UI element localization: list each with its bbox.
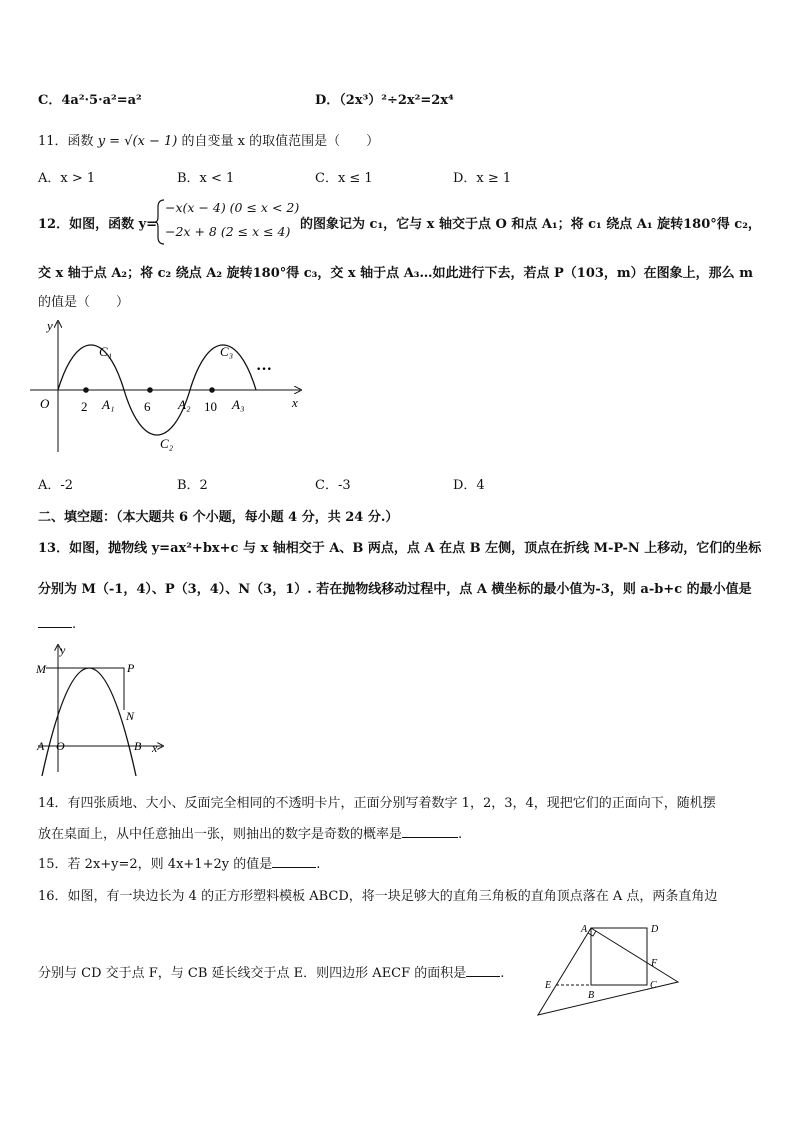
- q16-line1: 16．如图，有一块边长为 4 的正方形塑料模板 ABCD，将一块足够大的直角三角板的直角顶点落在 A 点，两条直角边: [38, 889, 718, 904]
- q13-label-p: P: [127, 661, 135, 675]
- q13-answer: [38, 615, 76, 632]
- q13-label-a: A: [37, 739, 45, 753]
- q13-label-o: O: [56, 739, 65, 753]
- q12-label-10: 10: [204, 399, 217, 414]
- q16-graph: [532, 920, 684, 1020]
- q11-option-b: B．x < 1: [177, 171, 235, 186]
- q11-option-d: D．x ≥ 1: [453, 171, 512, 186]
- q13-label-n: N: [126, 709, 135, 723]
- q13-label-x: x: [152, 741, 158, 755]
- q12-label-a2: A₂: [178, 397, 191, 412]
- q10-option-c: C．4a²·5·a²=a²: [38, 93, 142, 108]
- q14-answer-blank: [402, 825, 458, 838]
- q12-label-o: O: [40, 396, 50, 411]
- q13-label-m: M: [36, 662, 46, 676]
- q14-line1: 14．有四张质地、大小、反面完全相同的不透明卡片，正面分别写着数字 1，2，3，4，现把它们的正面向下，随机摆: [38, 796, 716, 811]
- q12-point-2: [83, 387, 89, 393]
- q12-graph: [30, 312, 315, 452]
- q10-option-d: D．（2x³）²÷2x²=2x⁴: [315, 93, 454, 108]
- q12-line2: 交 x 轴于点 A₂；将 c₂ 绕点 A₂ 旋转180°得 c₃，交 x 轴于点 A₃…如此进行下去，若点 P（103，m）在图象上，那么 m: [38, 266, 753, 281]
- q16-label-a: A: [581, 924, 588, 935]
- q16-label-f: F: [651, 958, 658, 969]
- q12-label-a1: A₁: [102, 397, 115, 412]
- q12-option-a: A．-2: [38, 478, 74, 493]
- q11-option-c: C．x ≤ 1: [315, 171, 373, 186]
- q12-prefix: 12．如图，函数 y=: [38, 217, 158, 232]
- q16-line2: 分别与 CD 交于点 F，与 CB 延长线交于点 E．则四边形 AECF 的面积是: [38, 966, 467, 981]
- q16-line2-wrap: [38, 962, 504, 981]
- q13-end: .: [72, 617, 77, 632]
- q16-end: .: [500, 966, 505, 981]
- q13-line2: 分别为 M（-1，4）、P（3，4）、N（3，1）. 若在抛物线移动过程中，点 A 横坐标的最小值为-3，则 a-b+c 的最小值是: [38, 582, 752, 597]
- q11-stem: [38, 130, 379, 149]
- q13-line1: 13．如图，抛物线 y=ax²+bx+c 与 x 轴相交于 A、B 两点，点 A 在点 B 左侧，顶点在折线 M-P-N 上移动，它们的坐标: [38, 541, 762, 556]
- q16-square-abcd: [591, 928, 647, 985]
- q13-label-b: B: [134, 739, 142, 753]
- q12-option-b: B．2: [177, 478, 208, 493]
- q16-label-d: D: [651, 924, 659, 935]
- q13-label-y: y: [60, 643, 66, 657]
- q12-label-a3: A₃: [232, 397, 245, 412]
- q14-end: .: [458, 827, 463, 842]
- q11-formula: y = √(x − 1): [97, 134, 178, 149]
- q12-option-c: C．-3: [315, 478, 351, 493]
- q12-label-2: 2: [81, 399, 88, 414]
- q15-wrap: [38, 853, 320, 872]
- q15-answer-blank: [272, 855, 316, 868]
- q16-label-c: C: [650, 980, 657, 991]
- q14-line2-wrap: [38, 823, 462, 842]
- q14-line2: 放在桌面上，从中任意抽出一张，则抽出的数字是奇数的概率是: [38, 827, 403, 842]
- q11-prefix: 11．函数: [38, 134, 94, 149]
- q13-answer-blank: [38, 615, 72, 628]
- q12-point-10: [209, 387, 215, 393]
- q12-label-c1: C₁: [99, 344, 113, 359]
- q12-line1: 的图象记为 c₁，它与 x 轴交于点 O 和点 A₁；将 c₁ 绕点 A₁ 旋转180°得 c₂，: [300, 217, 761, 232]
- q15-text: 15．若 2x+y=2，则 4x+1+2y 的值是: [38, 857, 273, 872]
- q12-option-d: D．4: [453, 478, 485, 493]
- q12-continuation-dots: ···: [256, 361, 273, 378]
- q12-label-6: 6: [144, 399, 151, 414]
- q13-graph: [34, 642, 174, 776]
- q11-suffix: 的自变量 x 的取值范围是（ ）: [181, 134, 380, 149]
- q16-answer-blank: [466, 964, 500, 977]
- q16-label-e: E: [545, 980, 552, 991]
- q12-label-x: x: [292, 395, 298, 410]
- q12-label-y: y: [47, 318, 53, 333]
- q12-label-c3: C₃: [220, 344, 234, 359]
- q16-triangle: [538, 928, 678, 1015]
- q16-label-b: B: [588, 990, 595, 1001]
- q15-end: .: [316, 857, 321, 872]
- q12-piece-1: −x(x − 4) (0 ≤ x < 2): [165, 200, 300, 215]
- q13-parabola: [42, 668, 136, 776]
- section2-heading: 二、填空题：（本大题共 6 个小题，每小题 4 分，共 24 分.）: [38, 510, 399, 525]
- q11-option-a: A．x > 1: [38, 171, 96, 186]
- q12-point-6: [147, 387, 153, 393]
- q12-piece-2: −2x + 8 (2 ≤ x ≤ 4): [165, 224, 291, 239]
- q12-line3: 的值是（ ）: [38, 295, 130, 310]
- q12-label-c2: C₂: [160, 436, 174, 451]
